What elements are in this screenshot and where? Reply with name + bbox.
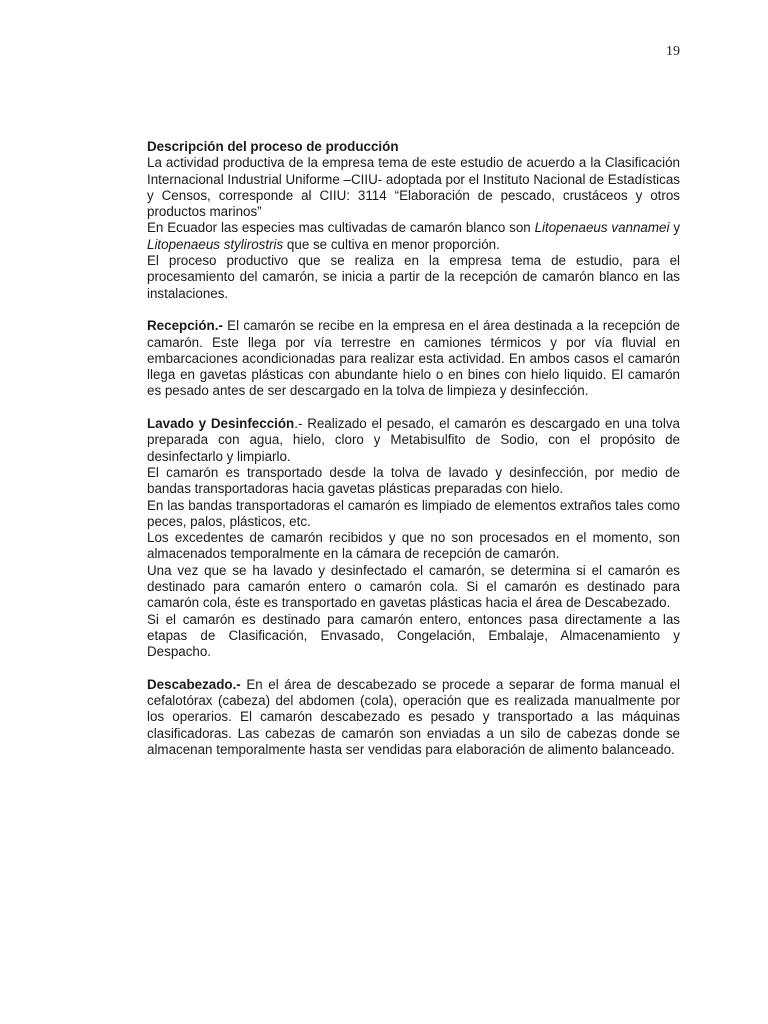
descabezado-title: Descabezado.-: [147, 676, 241, 692]
descabezado-text: En el área de descabezado se procede a separar de forma manual el cefalotórax (cabeza) del abdomen (cola), operación que es realizada manualmente por los operarios. El camarón descabezado es pesado y transportado a las máquinas clasificadoras. Las cabezas de camarón son enviadas a un silo de cabezas donde se almacenan temporalmente hasta ser vendidas para elaboración de alimento balanceado.: [147, 676, 680, 757]
intro-paragraph-classification: La actividad productiva de la empresa tema de este estudio de acuerdo a la Clasificación Internacional Industrial Uniforme –CIIU- adoptada por el Instituto Nacional de Estadísticas y Censos, corresponde al CIIU: 3114 “Elaboración de pescado, crustáceos y otros productos marinos”: [147, 155, 680, 220]
species-text-c: que se cultiva en menor proporción.: [283, 236, 500, 252]
species-name-vannamei: Litopenaeus vannamei: [534, 220, 670, 236]
lavado-paragraph-storage: Los excedentes de camarón recibidos y que no son procesados en el momento, son almacenados temporalmente en la cámara de recepción de camarón.: [147, 530, 680, 562]
intro-paragraph-process: El proceso productivo que se realiza en la empresa tema de estudio, para el procesamiento del camarón, se inicia a partir de la recepción de camarón blanco en las instalaciones.: [147, 253, 680, 301]
paragraph-spacer: [147, 302, 680, 318]
paragraph-spacer: [147, 400, 680, 416]
lavado-paragraph-whole: Si el camarón es destinado para camarón entero, entonces pasa directamente a las etapas de Clasificación, Envasado, Congelación, Embalaje, Almacenamiento y Despacho.: [147, 611, 680, 660]
page-number: 19: [666, 44, 680, 59]
species-text-b: y: [669, 220, 681, 236]
recepcion-text: El camarón se recibe en la empresa en el área destinada a la recepción de camarón. Este llega por vía terrestre en camiones térmicos y por vía fluvial en embarcaciones acondicionadas para realizar esta actividad. En ambos casos el camarón llega en gavetas plásticas con abundante hielo o en bines con hielo liquido. El camarón es pesado antes de ser descargado en la tolva de limpieza y desinfección.: [147, 318, 680, 399]
lavado-title: Lavado y Desinfección: [147, 416, 295, 432]
recepcion-title: Recepción.-: [147, 318, 223, 334]
paragraph-spacer: [147, 661, 680, 677]
lavado-paragraph: [147, 416, 680, 465]
section-title: Descripción del proceso de producción: [147, 139, 399, 154]
species-text-a: En Ecuador las especies mas cultivadas de camarón blanco son: [147, 220, 535, 236]
intro-paragraph-species: [147, 220, 680, 253]
lavado-text: .- Realizado el pesado, el camarón es descargado en una tolva preparada con agua, hielo, cloro y Metabisulfito de Sodio, con el propósito de desinfectarlo y limpiarlo.: [147, 416, 680, 464]
lavado-paragraph-transport: El camarón es transportado desde la tolva de lavado y desinfección, por medio de bandas transportadoras hacia gavetas plásticas preparadas con hielo.: [147, 464, 680, 497]
descabezado-paragraph: [147, 677, 680, 758]
document-body: [147, 139, 680, 758]
species-name-stylirostris: Litopenaeus stylirostris: [147, 236, 284, 252]
recepcion-paragraph: [147, 318, 680, 399]
lavado-paragraph-destination: Una vez que se ha lavado y desinfectado el camarón, se determina si el camarón es destinado para camarón entero o camarón cola. Si el camarón es destinado para camarón cola, éste es transportado en gavetas plásticas hacia el área de Descabezado.: [147, 562, 680, 611]
lavado-paragraph-cleaning: En las bandas transportadoras el camarón es limpiado de elementos extraños tales como peces, palos, plásticos, etc.: [147, 497, 680, 529]
